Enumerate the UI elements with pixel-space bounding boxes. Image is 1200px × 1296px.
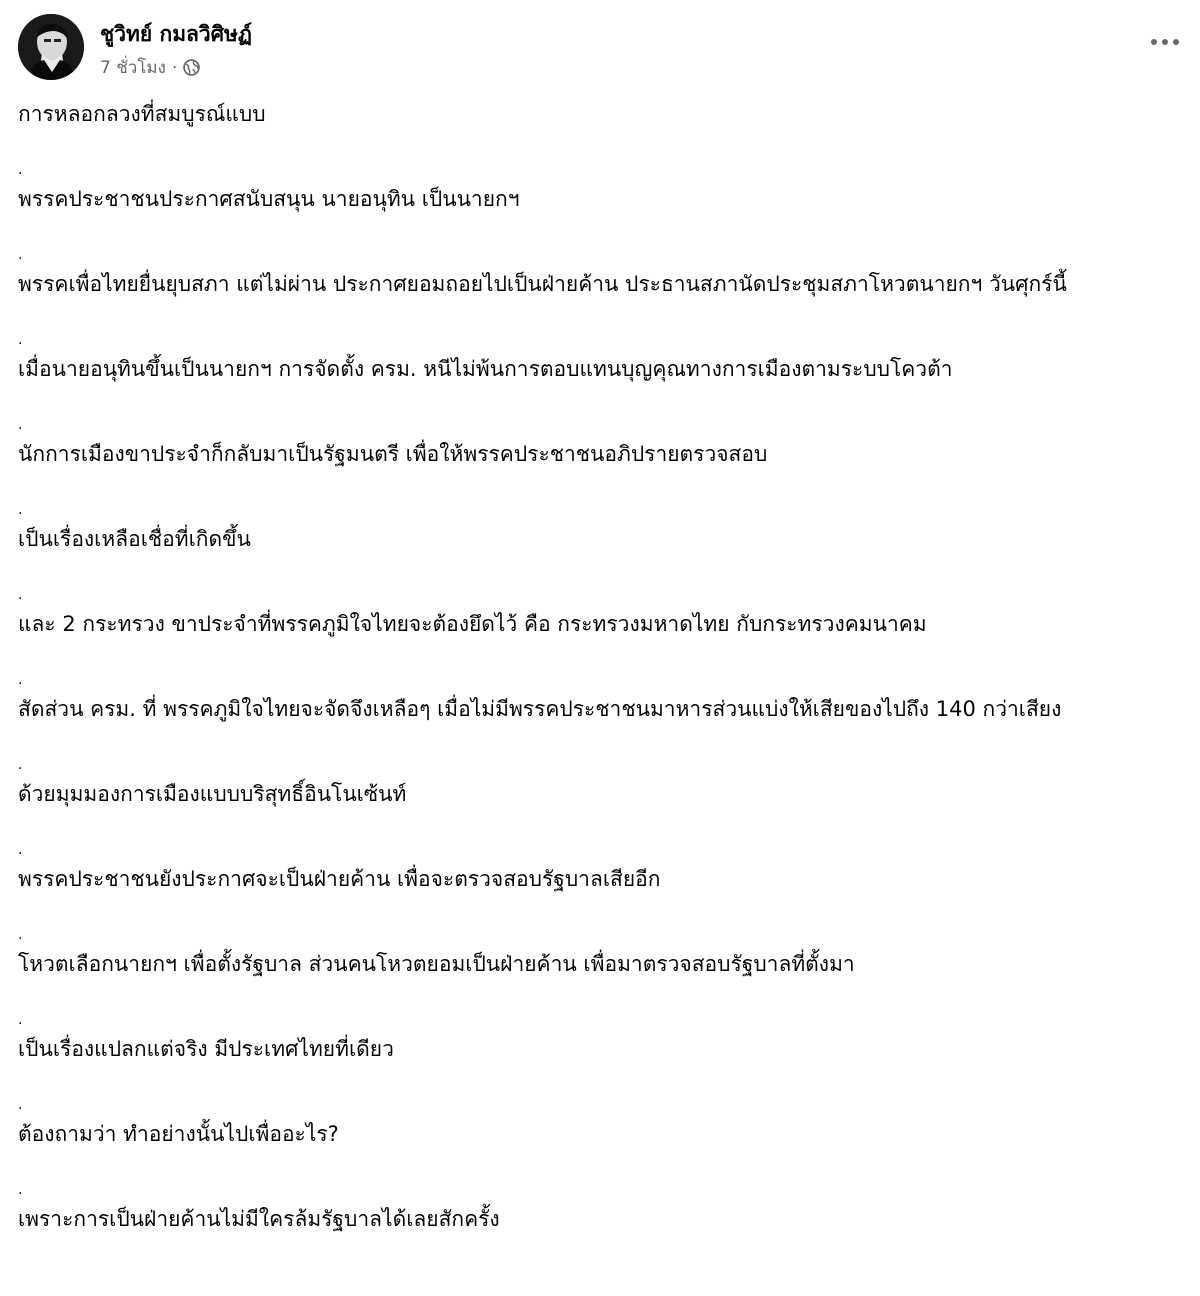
post-header xyxy=(18,12,1182,84)
paragraph-separator: . xyxy=(18,332,23,348)
post-paragraph: การหลอกลวงที่สมบูรณ์แบบ xyxy=(18,102,266,126)
post-paragraph: พรรคเพื่อไทยยื่นยุบสภา แต่ไม่ผ่าน ประกาศยอมถอยไปเป็นฝ่ายค้าน ประธานสภานัดประชุมสภาโหวตนายกฯ วันศุกร์นี้ xyxy=(18,272,1067,296)
paragraph-separator: . xyxy=(18,1182,23,1198)
paragraph-separator: . xyxy=(18,162,23,178)
meta-separator: · xyxy=(171,57,178,78)
post-paragraph: และ 2 กระทรวง ขาประจำที่พรรคภูมิใจไทยจะต้องยึดไว้ คือ กระทรวงมหาดไทย กับกระทรวงคมนาคม xyxy=(18,612,927,636)
post-paragraph: ด้วยมุมมองการเมืองแบบบริสุทธิ์อินโนเซ้นท์ xyxy=(18,782,407,806)
post-paragraph: โหวตเลือกนายกฯ เพื่อตั้งรัฐบาล ส่วนคนโหวตยอมเป็นฝ่ายค้าน เพื่อมาตรวจสอบรัฐบาลที่ตั้งมา xyxy=(18,952,855,976)
paragraph-separator: . xyxy=(18,1012,23,1028)
paragraph-separator: . xyxy=(18,502,23,518)
post-body xyxy=(18,100,1182,1234)
paragraph-separator: . xyxy=(18,927,23,943)
avatar-portrait-icon xyxy=(18,14,84,80)
more-horizontal-icon[interactable] xyxy=(1148,32,1182,52)
post-paragraph: นักการเมืองขาประจำก็กลับมาเป็นรัฐมนตรี เพื่อให้พรรคประชาชนอภิปรายตรวจสอบ xyxy=(18,442,768,466)
post-paragraph: เป็นเรื่องแปลกแต่จริง มีประเทศไทยที่เดียว xyxy=(18,1037,394,1061)
post-paragraph: เป็นเรื่องเหลือเชื่อที่เกิดขึ้น xyxy=(18,527,251,551)
post-meta xyxy=(100,54,200,81)
post-paragraph: พรรคประชาชนยังประกาศจะเป็นฝ่ายค้าน เพื่อจะตรวจสอบรัฐบาลเสียอีก xyxy=(18,867,661,891)
globe-icon[interactable] xyxy=(183,59,200,76)
post-paragraph: เพราะการเป็นฝ่ายค้านไม่มีใครล้มรัฐบาลได้เลยสักครั้ง xyxy=(18,1207,500,1231)
post-timestamp[interactable]: 7 ชั่วโมง xyxy=(100,58,166,78)
post-paragraph: ต้องถามว่า ทำอย่างนั้นไปเพื่ออะไร? xyxy=(18,1122,339,1146)
paragraph-separator: . xyxy=(18,672,23,688)
author-name[interactable]: ชูวิทย์ กมลวิศิษฏ์ xyxy=(100,22,252,46)
paragraph-separator: . xyxy=(18,587,23,603)
author-avatar[interactable] xyxy=(18,14,84,80)
paragraph-separator: . xyxy=(18,247,23,263)
post-paragraph: สัดส่วน ครม. ที่ พรรคภูมิใจไทยจะจัดจึงเหลือๆ เมื่อไม่มีพรรคประชาชนมาหารส่วนแบ่งให้เสียของไปถึง 140 กว่าเสียง xyxy=(18,697,1062,721)
post-paragraph: เมื่อนายอนุทินขึ้นเป็นนายกฯ การจัดตั้ง ครม. หนีไม่พ้นการตอบแทนบุญคุณทางการเมืองตามระบบโควต้า xyxy=(18,357,953,381)
paragraph-separator: . xyxy=(18,417,23,433)
paragraph-separator: . xyxy=(18,757,23,773)
paragraph-separator: . xyxy=(18,842,23,858)
post-paragraph: พรรคประชาชนประกาศสนับสนุน นายอนุทิน เป็นนายกฯ xyxy=(18,187,520,211)
paragraph-separator: . xyxy=(18,1097,23,1113)
